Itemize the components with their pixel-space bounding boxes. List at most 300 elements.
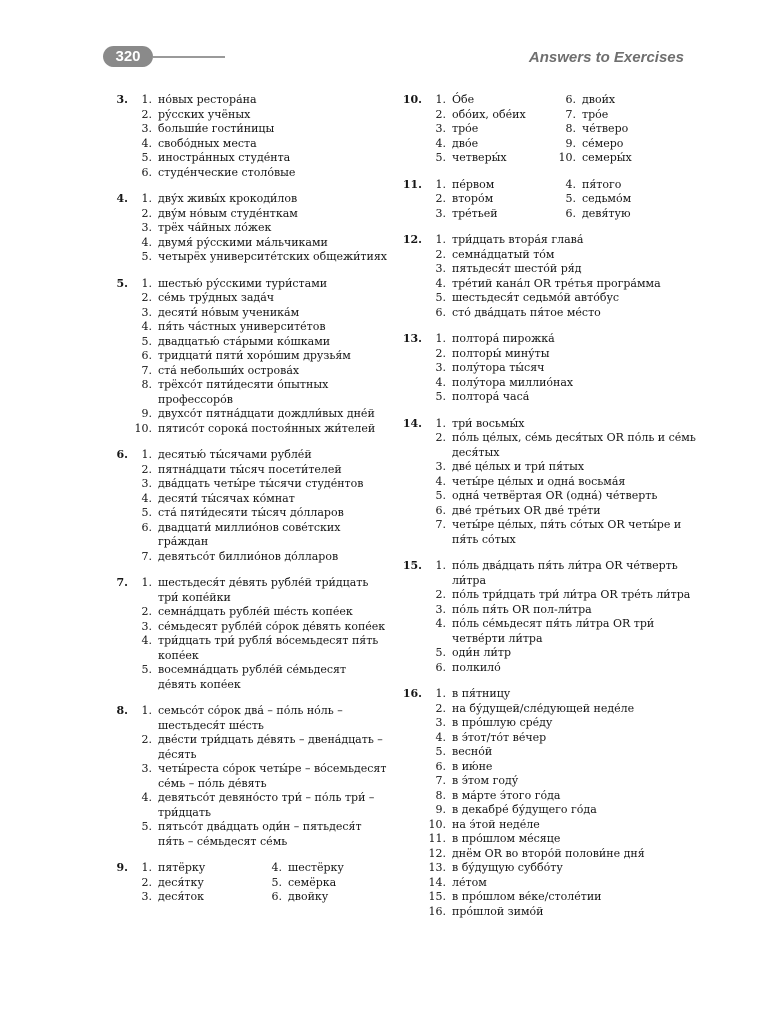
- answer-item: [554, 151, 704, 166]
- answer-number: 8.: [141, 378, 152, 391]
- answer-item: [424, 277, 696, 292]
- answer-item: [130, 463, 388, 478]
- answer-text: трёхсо́т пяти́десяти о́пытных профессоро́в: [158, 378, 329, 406]
- answer-number: 5.: [141, 151, 152, 164]
- answer-item: [554, 122, 704, 137]
- answer-item: [130, 364, 388, 379]
- answer-text: свобо́дных места: [158, 136, 257, 150]
- answer-item: [554, 137, 704, 152]
- answer-text: полкило́: [452, 660, 501, 674]
- answer-number: 3.: [435, 122, 446, 135]
- answer-number: 6.: [565, 93, 576, 106]
- exercise-number: 16.: [402, 687, 422, 700]
- exercise-number: 4.: [116, 192, 128, 205]
- answer-number: 3.: [435, 716, 446, 729]
- answer-item: [130, 492, 388, 507]
- answer-number: 2.: [141, 291, 152, 304]
- exercise-block: [396, 559, 696, 675]
- answer-number: 4.: [141, 791, 152, 804]
- answer-text: семна́дцатый то́м: [452, 247, 555, 261]
- answer-item: [130, 663, 388, 692]
- answer-item: [424, 716, 696, 731]
- exercise-answers: [130, 576, 388, 692]
- exercise-number: 5.: [116, 276, 128, 290]
- answer-text: в ию́не: [452, 759, 493, 773]
- exercise-answers: [130, 861, 388, 905]
- answer-item: [424, 207, 554, 222]
- answer-item: [554, 207, 704, 222]
- answer-number: 4.: [435, 474, 446, 488]
- answer-number: 4.: [565, 177, 576, 191]
- answer-text: ру́сских учёных: [158, 107, 251, 121]
- answer-text: четы́ре це́лых, пя́ть со́тых OR четы́ре и пя́ть со́тых: [452, 518, 682, 546]
- exercise-block: [396, 687, 696, 919]
- answer-item: [424, 347, 696, 362]
- answer-number: 4.: [435, 136, 446, 150]
- exercise-answers: [130, 704, 388, 849]
- exercise-answers: [424, 417, 696, 548]
- answer-number: 9.: [141, 407, 152, 420]
- answer-item: [424, 876, 696, 891]
- answer-text: в бу́дущую суббо́ту: [452, 861, 563, 874]
- answer-number: 3.: [435, 361, 446, 374]
- answer-text: ста́ пяти́десяти ты́сяч до́лларов: [158, 506, 344, 519]
- answer-text: тре́тий кана́л OR тре́тья програ́мма: [452, 276, 661, 290]
- answer-number: 5.: [435, 489, 446, 502]
- answer-item: [424, 137, 554, 152]
- answer-number: 16.: [428, 904, 446, 918]
- answer-number: 2.: [141, 875, 152, 889]
- page-number-badge: 320: [103, 46, 153, 67]
- answer-item: [130, 137, 388, 152]
- answer-item: [130, 506, 388, 521]
- exercise-number: 14.: [402, 416, 422, 430]
- answer-item: [424, 905, 696, 920]
- answer-item: [424, 332, 696, 347]
- exercise-number: 7.: [116, 576, 128, 589]
- answer-text: полтора́ часа́: [452, 390, 530, 403]
- answer-number: 5.: [141, 506, 152, 519]
- answer-number: 2.: [435, 192, 446, 205]
- answer-text: двумя́ ру́сскими ма́льчиками: [158, 235, 328, 249]
- answer-number: 5.: [271, 875, 282, 889]
- answer-item: [130, 151, 388, 166]
- answer-number: 5.: [435, 151, 446, 164]
- answer-number: 3.: [435, 602, 446, 616]
- answer-item: [130, 605, 388, 620]
- answer-item: [424, 489, 696, 504]
- answer-text: весно́й: [452, 745, 493, 758]
- answer-text: три́дцать три́ рубля́ во́семьдесят пя́ть копе́ек: [158, 634, 379, 662]
- exercise-block: [102, 448, 388, 564]
- exercise-block: [396, 233, 696, 320]
- exercise-block: [396, 332, 696, 405]
- answer-text: в декабре́ бу́дущего го́да: [452, 803, 597, 816]
- answer-text: семеры́х: [582, 151, 632, 164]
- answer-number: 3.: [141, 305, 152, 319]
- answer-text: по́ль це́лых, се́мь деся́тых OR по́ль и се́мь деся́тых: [452, 431, 696, 459]
- answer-item: [130, 477, 388, 492]
- answer-number: 6.: [435, 503, 446, 517]
- answer-number: 1.: [141, 448, 152, 461]
- answer-text: пятьсо́т два́дцать оди́н – пятьдеся́т пя́ть – се́мьдесят се́мь: [158, 820, 362, 848]
- answer-number: 9.: [435, 803, 446, 816]
- exercise-block: [396, 417, 696, 548]
- answer-item: [424, 760, 696, 775]
- answer-number: 2.: [435, 247, 446, 261]
- answer-text: про́шлой зимо́й: [452, 904, 544, 918]
- answer-text: тре́тьей: [452, 206, 498, 220]
- answer-item: [424, 248, 696, 263]
- answer-number: 5.: [435, 646, 446, 659]
- answer-item: [130, 422, 388, 437]
- exercise-number: 13.: [402, 332, 422, 345]
- answer-item: [424, 431, 696, 460]
- answer-number: 8.: [565, 122, 576, 135]
- answer-text: по́ль два́дцать пя́ть ли́тра OR че́тверть ли́тра: [452, 559, 678, 587]
- answer-item: [424, 745, 696, 760]
- answer-text: се́меро: [582, 136, 624, 150]
- answer-item: [424, 306, 696, 321]
- answer-text: полторы́ мину́ты: [452, 346, 550, 360]
- exercise-number: 10.: [402, 93, 422, 106]
- answer-number: 1.: [435, 177, 446, 191]
- answer-text: двойку: [288, 890, 329, 903]
- answer-item: [130, 407, 388, 422]
- answer-number: 1.: [435, 332, 446, 345]
- header-rule: [153, 56, 225, 58]
- answer-item: [554, 93, 704, 108]
- answer-text: ста́ небольши́х острова́х: [158, 363, 300, 377]
- answer-number: 4.: [141, 491, 152, 505]
- answer-item: [424, 559, 696, 588]
- answer-item: [424, 890, 696, 905]
- answer-item: [424, 588, 696, 603]
- answer-text: по́ль се́мьдесят пя́ть ли́тра OR три́ четве́рти ли́тра: [452, 617, 655, 645]
- answer-text: двадцати́ миллио́нов сове́тских гра́ждан: [158, 520, 341, 548]
- answer-text: девятьсо́т девяно́сто три́ – по́ль три́ – три́дцать: [158, 791, 375, 819]
- answer-number: 1.: [141, 704, 152, 717]
- answer-item: [424, 617, 696, 646]
- answer-number: 5.: [141, 334, 152, 348]
- answer-number: 10.: [428, 817, 446, 831]
- answer-number: 1.: [141, 192, 152, 205]
- answer-item: [424, 603, 696, 618]
- answer-number: 4.: [141, 634, 152, 647]
- answer-item: [424, 460, 696, 475]
- answer-number: 2.: [435, 701, 446, 715]
- answer-number: 5.: [435, 291, 446, 304]
- answer-number: 3.: [141, 221, 152, 234]
- answer-text: трёх ча́йных ло́жек: [158, 221, 272, 234]
- answer-item: [130, 448, 388, 463]
- answer-text: четы́ре це́лых и одна́ восьма́я: [452, 474, 626, 488]
- answer-text: О́бе: [452, 93, 475, 106]
- answer-text: деся́ток: [158, 890, 204, 903]
- answer-item: [130, 122, 388, 137]
- answer-item: [130, 236, 388, 251]
- answer-number: 5.: [565, 192, 576, 205]
- answer-text: пе́рвом: [452, 177, 495, 191]
- answer-number: 2.: [435, 431, 446, 444]
- exercise-number: 11.: [402, 177, 422, 191]
- answer-number: 1.: [435, 687, 446, 700]
- answer-text: шестьдеся́т седьмо́й авто́бус: [452, 291, 620, 304]
- answer-number: 2.: [141, 206, 152, 220]
- answer-item: [260, 876, 410, 891]
- answer-number: 13.: [428, 861, 446, 874]
- exercise-block: [396, 178, 696, 222]
- answer-item: [130, 166, 388, 181]
- answer-item: [130, 349, 388, 364]
- answer-number: 11.: [428, 832, 446, 845]
- exercise-answers: [424, 93, 696, 166]
- answer-item: [424, 475, 696, 490]
- answer-item: [424, 178, 554, 193]
- answer-text: в э́тот/то́т ве́чер: [452, 730, 547, 744]
- answer-text: двадцатью́ ста́рыми ко́шками: [158, 334, 331, 348]
- answer-item: [424, 818, 696, 833]
- answer-item: [260, 890, 410, 905]
- answer-number: 2.: [435, 107, 446, 121]
- answer-text: седьмо́м: [582, 192, 632, 205]
- answer-item: [130, 820, 388, 849]
- answer-text: се́мьдесят рубле́й со́рок де́вять копе́ек: [158, 619, 386, 633]
- answer-number: 2.: [435, 588, 446, 601]
- answer-item: [424, 774, 696, 789]
- answer-number: 5.: [141, 663, 152, 676]
- answer-number: 15.: [428, 890, 446, 903]
- answer-text: больши́е гости́ницы: [158, 122, 275, 135]
- answer-number: 5.: [141, 250, 152, 263]
- answer-text: три́дцать втора́я глава́: [452, 233, 584, 246]
- answer-number: 3.: [141, 762, 152, 775]
- exercise-answers: [130, 448, 388, 564]
- answer-item: [130, 291, 388, 306]
- answer-item: [130, 762, 388, 791]
- exercise-number: 12.: [402, 233, 422, 246]
- answer-item: [424, 233, 696, 248]
- answer-item: [424, 93, 554, 108]
- answer-item: [130, 378, 388, 407]
- answer-item: [130, 890, 260, 905]
- answer-number: 6.: [141, 165, 152, 179]
- answer-number: 8.: [435, 788, 446, 802]
- answer-text: сто́ два́дцать пя́тое ме́сто: [452, 305, 601, 319]
- answer-number: 3.: [141, 619, 152, 633]
- answer-text: десяти́ ты́сячах ко́мнат: [158, 491, 295, 505]
- answer-number: 4.: [435, 375, 446, 389]
- answer-number: 10.: [134, 421, 152, 435]
- answer-number: 3.: [141, 890, 152, 903]
- answer-text: шестью́ ру́сскими тури́стами: [158, 276, 328, 290]
- answer-item: [554, 108, 704, 123]
- exercise-answers: [130, 277, 388, 437]
- answer-item: [130, 861, 260, 876]
- answer-item: [130, 620, 388, 635]
- answer-text: пятьдеся́т шесто́й ря́д: [452, 262, 582, 275]
- answer-item: [424, 122, 554, 137]
- answer-number: 5.: [435, 390, 446, 403]
- answer-item: [130, 207, 388, 222]
- answer-text: тро́е: [582, 107, 609, 121]
- answer-number: 2.: [141, 733, 152, 746]
- answer-item: [130, 306, 388, 321]
- answer-item: [424, 151, 554, 166]
- answer-text: по́ль три́дцать три́ ли́тра OR тре́ть ли́тра: [452, 588, 691, 601]
- answer-text: се́мь тру́дных зада́ч: [158, 291, 275, 304]
- answer-item: [424, 661, 696, 676]
- exercise-number: 15.: [402, 559, 422, 572]
- answer-number: 1.: [141, 276, 152, 290]
- answer-item: [130, 521, 388, 550]
- answer-number: 6.: [565, 206, 576, 220]
- answer-item: [260, 861, 410, 876]
- answer-item: [130, 335, 388, 350]
- answer-number: 6.: [141, 520, 152, 534]
- exercise-number: 3.: [116, 93, 128, 106]
- answer-text: пятёрку: [158, 861, 206, 874]
- answer-item: [554, 192, 704, 207]
- answer-number: 1.: [141, 576, 152, 589]
- answer-text: девятьсо́т биллио́нов до́лларов: [158, 549, 339, 563]
- answer-item: [424, 702, 696, 717]
- answer-item: [424, 361, 696, 376]
- answer-text: семна́дцать рубле́й ше́сть копе́ек: [158, 605, 353, 618]
- answer-number: 9.: [565, 136, 576, 150]
- answer-number: 7.: [565, 107, 576, 121]
- answer-text: в про́шлом ве́ке/столе́тии: [452, 890, 602, 903]
- answer-text: по́ль пя́ть OR пол-ли́тра: [452, 602, 592, 616]
- exercise-answers: [424, 687, 696, 919]
- answer-text: две́ тре́тьих OR две́ тре́ти: [452, 503, 601, 517]
- answer-number: 4.: [141, 320, 152, 333]
- exercise-answers: [424, 559, 696, 675]
- answer-text: деся́тку: [158, 875, 204, 889]
- answer-text: семёрка: [288, 875, 337, 889]
- exercise-block: [102, 576, 388, 692]
- answer-text: полу́тора миллио́нах: [452, 375, 574, 389]
- answer-item: [424, 832, 696, 847]
- answer-item: [130, 576, 388, 605]
- answer-text: семьсо́т со́рок два́ – по́ль но́ль – шестьдеся́т ше́сть: [158, 704, 343, 732]
- answer-item: [424, 291, 696, 306]
- answer-text: обо́их, обе́их: [452, 107, 526, 121]
- answer-item: [424, 518, 696, 547]
- answer-text: иностра́нных студе́нта: [158, 151, 291, 164]
- answer-item: [424, 646, 696, 661]
- answer-text: пя́того: [582, 177, 622, 191]
- answer-item: [130, 108, 388, 123]
- answer-item: [130, 250, 388, 265]
- right-column: [396, 93, 696, 931]
- answer-number: 4.: [435, 730, 446, 744]
- answer-text: десятью́ ты́сячами рубле́й: [158, 448, 312, 461]
- answer-text: пя́ть ча́стных университе́тов: [158, 320, 326, 333]
- answer-item: [424, 262, 696, 277]
- answer-text: в э́том году́: [452, 774, 519, 787]
- answer-text: че́тверо: [582, 122, 629, 135]
- answer-text: в ма́рте э́того го́да: [452, 788, 561, 802]
- answer-item: [130, 791, 388, 820]
- answer-text: студе́нческие столо́вые: [158, 165, 296, 179]
- answer-number: 2.: [141, 605, 152, 618]
- answer-item: [424, 861, 696, 876]
- answer-text: три́ восьмы́х: [452, 416, 525, 430]
- answer-number: 1.: [435, 233, 446, 246]
- answer-item: [424, 847, 696, 862]
- answer-number: 1.: [435, 93, 446, 106]
- answer-text: десяти́ но́вым ученика́м: [158, 305, 300, 319]
- answer-number: 4.: [435, 276, 446, 290]
- answer-number: 1.: [141, 93, 152, 106]
- answer-number: 2.: [435, 346, 446, 360]
- answer-number: 7.: [141, 363, 152, 377]
- exercise-number: 8.: [116, 704, 128, 717]
- answer-item: [424, 687, 696, 702]
- answer-text: двухсо́т пятна́дцати дождли́вых дне́й: [158, 407, 375, 420]
- answer-number: 7.: [141, 549, 152, 563]
- section-title: Answers to Exercises: [528, 49, 684, 66]
- answer-item: [554, 178, 704, 193]
- answer-number: 4.: [435, 617, 446, 630]
- answer-number: 5.: [141, 820, 152, 833]
- answer-number: 3.: [435, 262, 446, 275]
- answer-number: 5.: [435, 745, 446, 758]
- answer-number: 2.: [141, 107, 152, 121]
- answer-text: на э́той неде́ле: [452, 817, 540, 831]
- exercise-block: [396, 93, 696, 166]
- exercise-block: [102, 192, 388, 265]
- answer-text: на бу́дущей/сле́дующей неде́ле: [452, 701, 635, 715]
- answer-item: [424, 417, 696, 432]
- answer-number: 6.: [435, 660, 446, 674]
- exercise-block: [102, 861, 388, 905]
- answer-item: [130, 634, 388, 663]
- answer-text: в про́шлую сре́ду: [452, 716, 553, 729]
- left-column: [102, 93, 388, 917]
- answer-item: [130, 277, 388, 292]
- answer-text: пятисо́т сорока́ постоя́нных жи́телей: [158, 421, 376, 435]
- exercise-block: [102, 704, 388, 849]
- answer-item: [130, 93, 388, 108]
- answer-text: пятна́дцати ты́сяч посети́телей: [158, 462, 342, 476]
- answer-text: четырёх университе́тских общежи́тиях: [158, 250, 387, 263]
- answer-number: 4.: [141, 235, 152, 249]
- answer-number: 3.: [141, 122, 152, 135]
- answer-item: [424, 376, 696, 391]
- answer-item: [424, 504, 696, 519]
- answer-text: два́дцать четы́ре ты́сячи студе́нтов: [158, 477, 364, 490]
- answer-text: в про́шлом ме́сяце: [452, 832, 561, 845]
- answer-text: дву́м но́вым студе́нткам: [158, 206, 298, 220]
- answer-number: 4.: [141, 136, 152, 150]
- answer-item: [424, 789, 696, 804]
- exercise-answers: [424, 178, 696, 222]
- answer-text: дву́х живы́х крокоди́лов: [158, 192, 298, 205]
- answer-number: 3.: [435, 206, 446, 220]
- answer-number: 7.: [435, 518, 446, 531]
- answer-number: 6.: [271, 890, 282, 903]
- answer-item: [130, 320, 388, 335]
- answer-number: 7.: [435, 774, 446, 787]
- answer-number: 1.: [435, 559, 446, 572]
- answer-text: одна́ четвёртая OR (одна́) че́тверть: [452, 489, 658, 502]
- answer-number: 6.: [435, 305, 446, 319]
- answer-item: [130, 192, 388, 207]
- answer-item: [424, 192, 554, 207]
- answer-number: 6.: [435, 759, 446, 773]
